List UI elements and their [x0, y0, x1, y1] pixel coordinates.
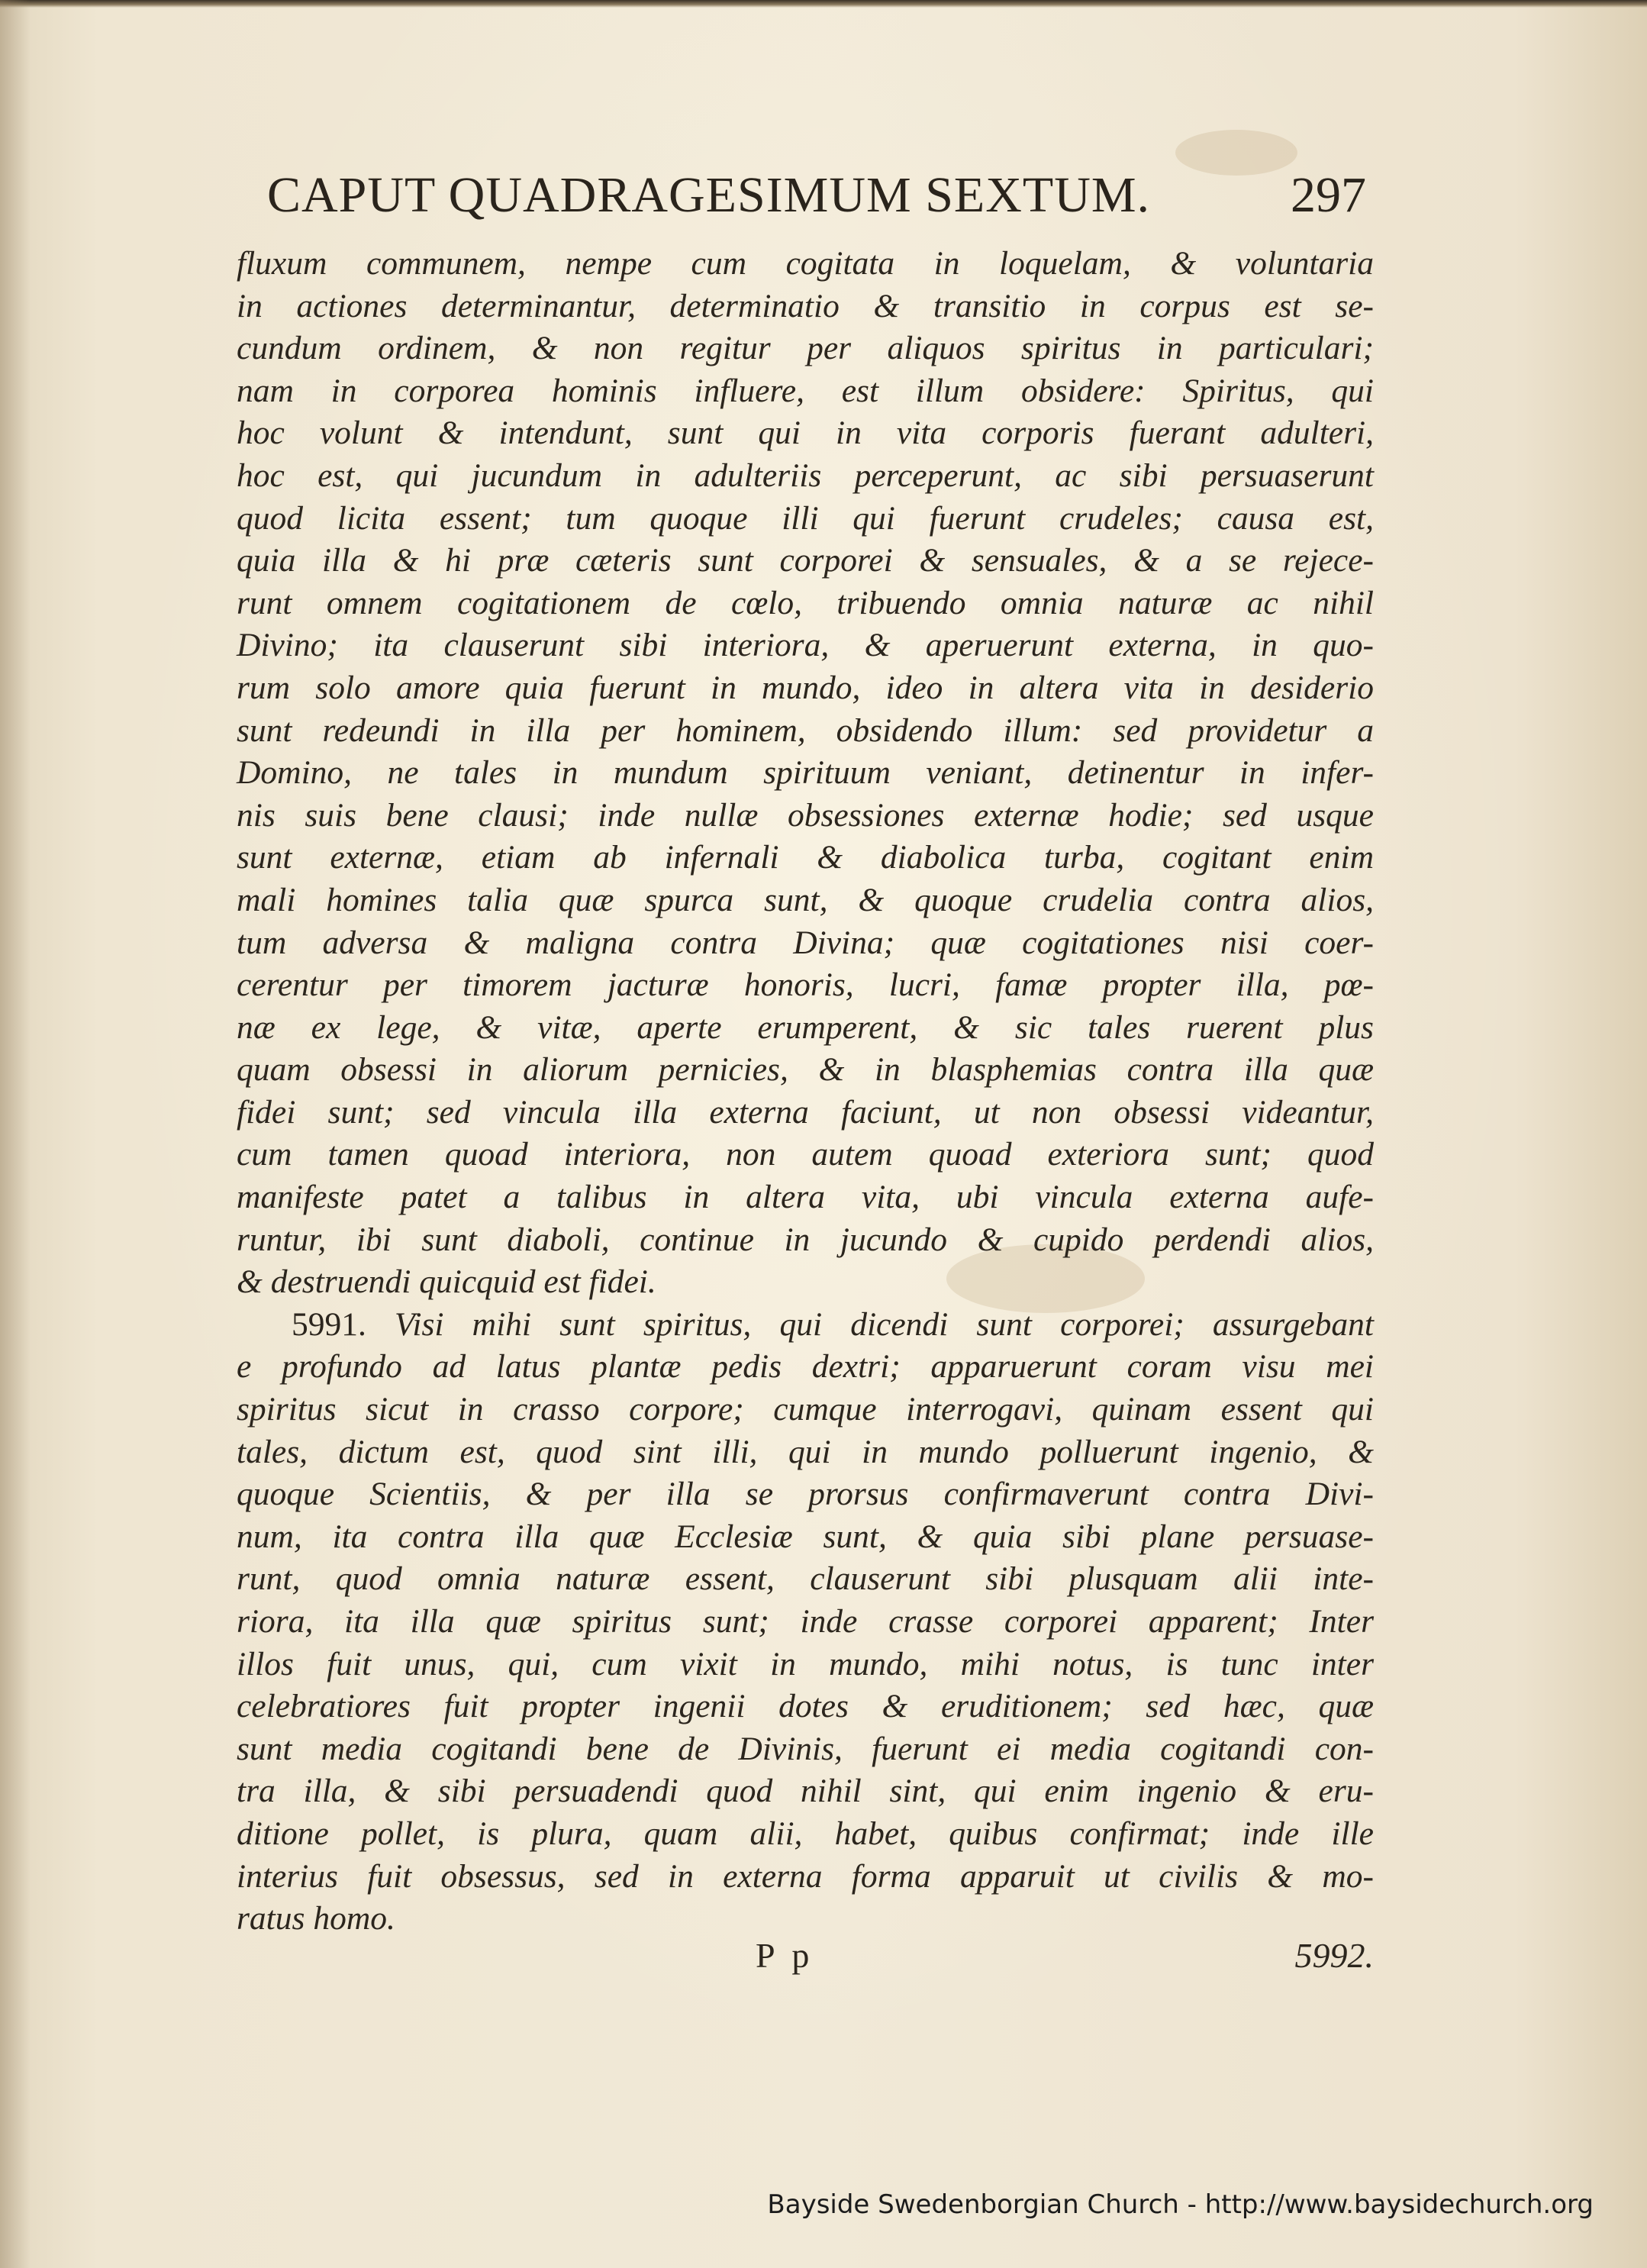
text-line: mali homines talia quæ spurca sunt, & quoque crudelia contra alios,	[237, 881, 1374, 918]
text-line: tales, dictum est, quod sint illi, qui in mundo polluerunt ingenio, &	[237, 1433, 1374, 1470]
text-line: hoc volunt & intendunt, sunt qui in vita corporis fuerant adulteri,	[237, 415, 1374, 452]
text-line: runt, quod omnia naturæ essent, clauserunt sibi plusquam alii inte-	[237, 1560, 1374, 1598]
text-line: & destruendi quicquid est fidei.	[237, 1263, 656, 1301]
text-line: nis suis bene clausi; inde nullæ obsessiones externæ hodie; sed usque	[237, 796, 1374, 834]
text-line: Visi mihi sunt spiritus, qui dicendi sunt corporei; assurgebant	[395, 1305, 1374, 1343]
paragraph-number: 5991.	[292, 1305, 366, 1343]
text-line: illos fuit unus, qui, cum vixit in mundo, mihi notus, is tunc inter	[237, 1645, 1374, 1682]
text-line: manifeste patet a talibus in altera vita, ubi vincula externa aufe-	[237, 1179, 1374, 1216]
text-line: sunt media cogitandi bene de Divinis, fuerunt ei media cogitandi con-	[237, 1730, 1374, 1767]
text-line: quoque Scientiis, & per illa se prorsus confirmaverunt contra Divi-	[237, 1476, 1374, 1513]
text-line: nam in corporea hominis influere, est illum obsidere: Spiritus, qui	[237, 372, 1374, 409]
text-line: riora, ita illa quæ spiritus sunt; inde crasse corporei apparent; Inter	[237, 1603, 1374, 1640]
watermark-link[interactable]: Bayside Swedenborgian Church - http://www.baysidechurch.org	[767, 2189, 1594, 2220]
text-line: in actiones determinantur, determinatio & transitio in corpus est se-	[237, 287, 1374, 324]
text-line: runtur, ibi sunt diaboli, continue in jucundo & cupido perdendi alios,	[237, 1221, 1374, 1258]
text-line: fidei sunt; sed vincula illa externa faciunt, ut non obsessi videantur,	[237, 1093, 1374, 1131]
text-line: Domino, ne tales in mundum spirituum veniant, detinentur in infer-	[237, 754, 1374, 792]
text-line: hoc est, qui jucundum in adulteriis perceperunt, ac sibi persuaserunt	[237, 457, 1374, 494]
text-line: celebratiores fuit propter ingenii dotes & eruditionem; sed hæc, quæ	[237, 1688, 1374, 1725]
text-line: Divino; ita clauserunt sibi interiora, & aperuerunt externa, in quo-	[237, 627, 1374, 664]
text-line: rum solo amore quia fuerunt in mundo, ideo in altera vita in desiderio	[237, 669, 1374, 706]
text-line: quia illa & hi præ cæteris sunt corporei & sensuales, & a se rejece-	[237, 542, 1374, 579]
page-top-edge	[0, 0, 1647, 8]
text-line: ratus homo.	[237, 1900, 395, 1937]
signature-mark: P p	[756, 1936, 814, 1975]
text-line: tum adversa & maligna contra Divina; quæ cogitationes nisi coer-	[237, 924, 1374, 961]
text-line: tra illa, & sibi persuadendi quod nihil sint, qui enim ingenio & eru-	[237, 1773, 1374, 1810]
text-line: sunt redeundi in illa per hominem, obsidendo illum: sed providetur a	[237, 711, 1374, 749]
text-line: runt omnem cogitationem de cœlo, tribuendo omnia naturæ ac nihil	[237, 584, 1374, 621]
body-text	[237, 243, 1374, 1941]
text-line: fluxum communem, nempe cum cogitata in loquelam, & voluntaria	[237, 245, 1374, 282]
paragraph-first-line	[237, 1304, 1374, 1347]
text-line: cum tamen quoad interiora, non autem quoad exteriora sunt; quod	[237, 1136, 1374, 1173]
text-line: cerentur per timorem jacturæ honoris, lucri, famæ propter illa, pœ-	[237, 966, 1374, 1004]
text-line: e profundo ad latus plantæ pedis dextri; apparuerunt coram visu mei	[237, 1348, 1374, 1386]
gutter-shadow	[0, 0, 31, 2268]
paragraph-1	[237, 243, 1374, 1304]
text-line: cundum ordinem, & non regitur per aliquos spiritus in particulari;	[237, 330, 1374, 367]
text-line: ditione pollet, is plura, quam alii, habet, quibus confirmat; inde ille	[237, 1815, 1374, 1852]
text-line: quam obsessi in aliorum pernicies, & in blasphemias contra illa quæ	[237, 1051, 1374, 1089]
text-line: spiritus sicut in crasso corpore; cumque interrogavi, quinam essent qui	[237, 1391, 1374, 1428]
text-line: num, ita contra illa quæ Ecclesiæ sunt, & quia sibi plane persuase-	[237, 1518, 1374, 1555]
text-line: interius fuit obsessus, sed in externa forma apparuit ut civilis & mo-	[237, 1857, 1374, 1895]
text-line: sunt externæ, etiam ab infernali & diabolica turba, cogitant enim	[237, 839, 1374, 876]
paragraph-2	[237, 1304, 1374, 1941]
running-head-title: CAPUT QUADRAGESIMUM SEXTUM.	[267, 167, 1151, 223]
page-number: 297	[1291, 167, 1366, 223]
text-line: quod licita essent; tum quoque illi qui fuerunt crudeles; causa est,	[237, 499, 1374, 537]
running-head	[267, 166, 1366, 235]
text-line: næ ex lege, & vitæ, aperte erumperent, & sic tales ruerent plus	[237, 1008, 1374, 1046]
catchword: 5992.	[1294, 1936, 1374, 1975]
